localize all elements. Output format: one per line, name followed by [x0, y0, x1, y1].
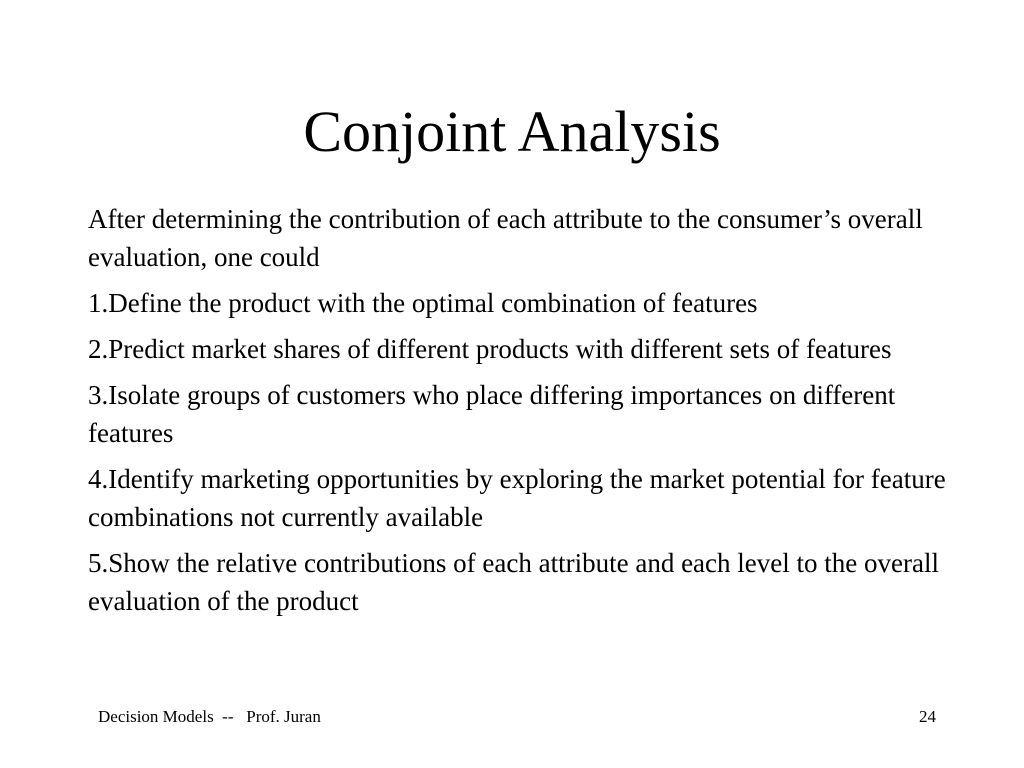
- point-1: 1.Define the product with the optimal combination of features: [88, 288, 758, 318]
- footer-page-number: 24: [919, 707, 936, 726]
- point-5: 5.Show the relative contributions of each attribute and each level to the overall evaluation of the product: [88, 548, 939, 616]
- slide-body: [88, 200, 963, 628]
- point-3: 3.Isolate groups of customers who place differing importances on different features: [88, 380, 896, 448]
- point-2: 2.Predict market shares of different products with different sets of features: [88, 334, 892, 364]
- intro-text: After determining the contribution of each attribute to the consumer’s overall evaluation, one could: [88, 204, 923, 272]
- point-4: 4.Identify marketing opportunities by exploring the market potential for feature combinations not currently available: [88, 464, 946, 532]
- slide-title: Conjoint Analysis: [303, 99, 721, 164]
- footer-course: Decision Models -- Prof. Juran: [98, 707, 321, 726]
